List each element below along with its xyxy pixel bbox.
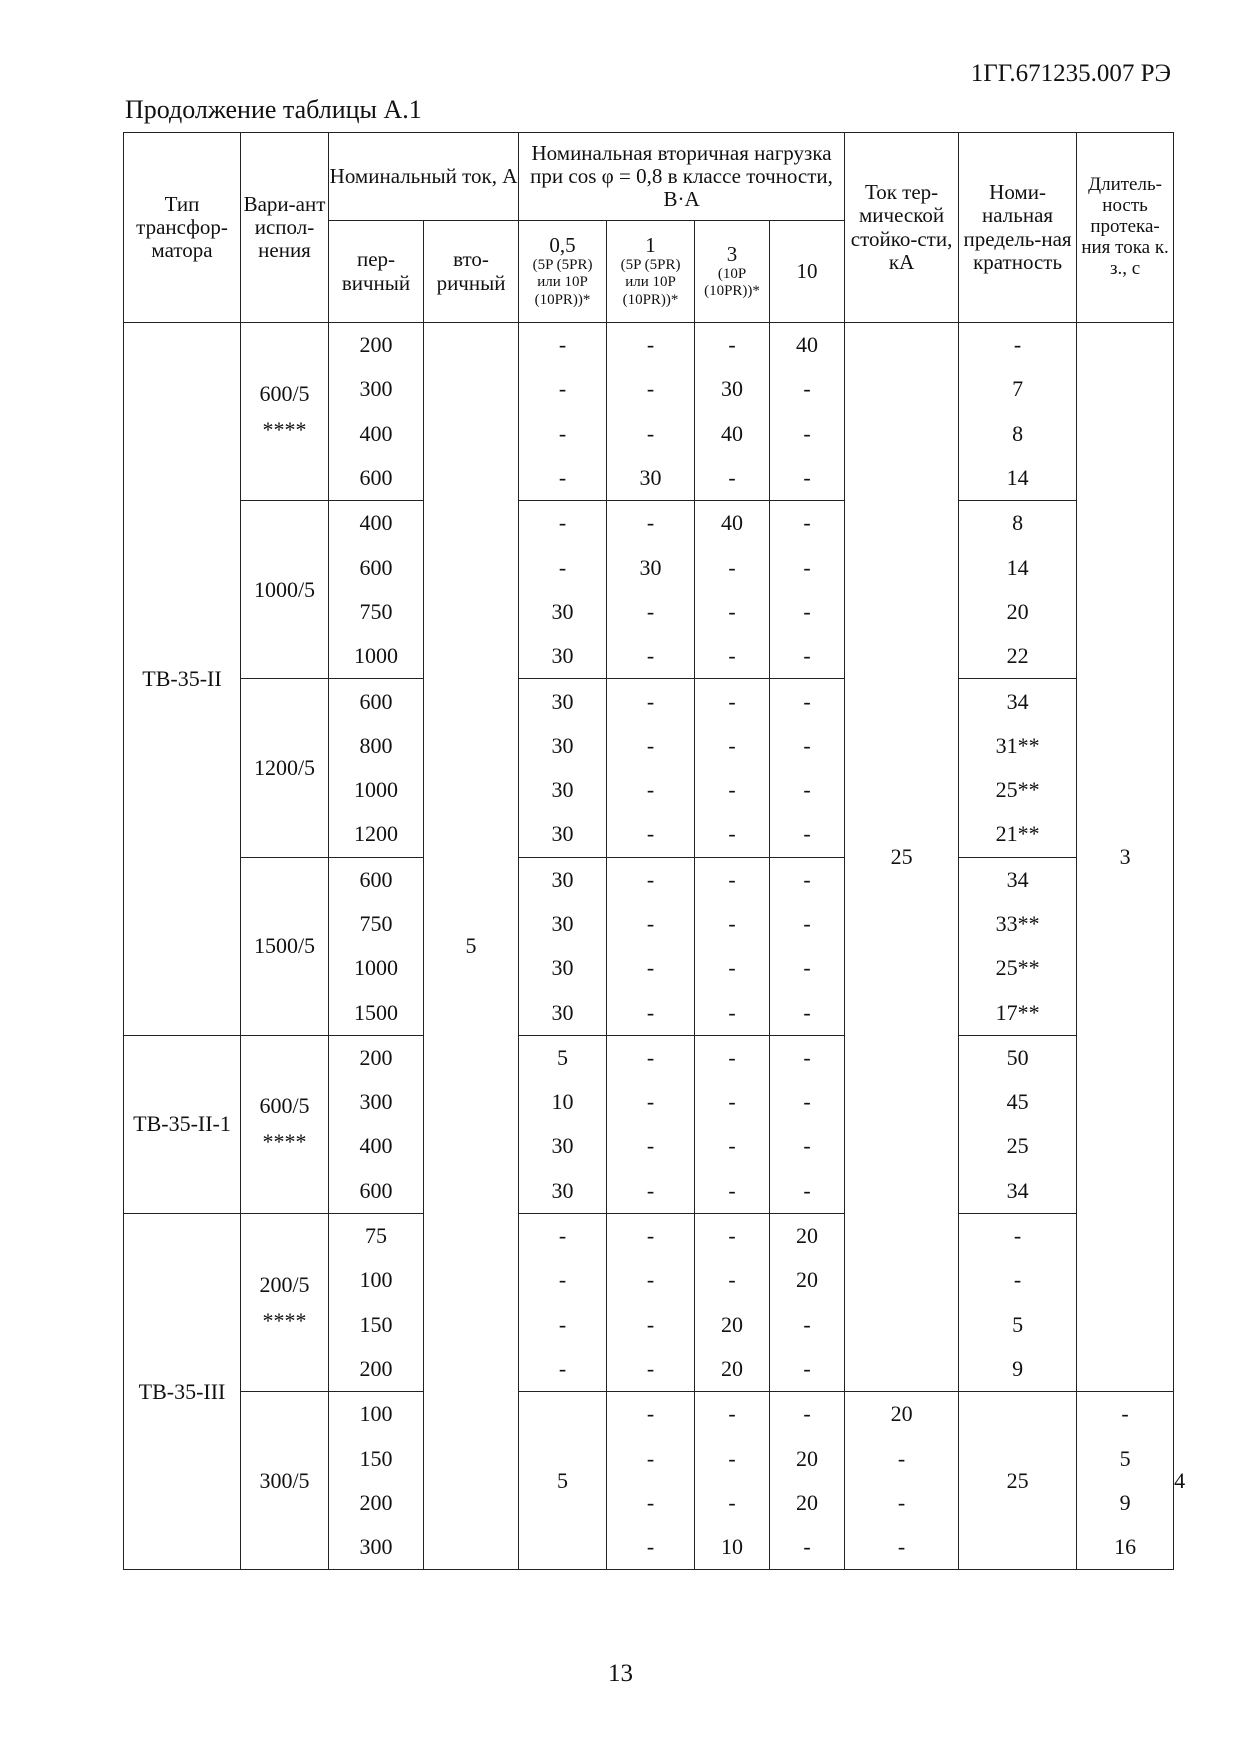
load-3-cell: -	[695, 1124, 770, 1168]
table-body	[124, 323, 1186, 1570]
secondary-current-cell: 5	[519, 1392, 607, 1570]
multiplicity-cell: 25	[959, 1124, 1077, 1168]
load-10-cell: -	[770, 1169, 845, 1214]
load-05-cell: 10	[519, 1080, 607, 1124]
duration-cell: 3	[1077, 323, 1174, 1392]
primary-current-cell: 100	[329, 1258, 424, 1302]
class-3-sub: (10P (10PR))*	[704, 265, 760, 300]
multiplicity-cell: 33**	[959, 902, 1077, 946]
primary-current-cell: 600	[329, 1169, 424, 1214]
type-cell: ТВ-35-III	[124, 1213, 241, 1569]
load-1-cell: -	[607, 679, 695, 724]
load-3-cell: -	[695, 679, 770, 724]
load-05-cell: -	[519, 501, 607, 546]
variant-note: ****	[262, 1129, 307, 1155]
load-1-cell: -	[607, 412, 695, 456]
multiplicity-cell: 20	[959, 590, 1077, 634]
thermal-cell: 25	[845, 323, 959, 1392]
primary-current-cell: 600	[329, 545, 424, 589]
load-10-cell: -	[770, 857, 845, 902]
load-10-cell: -	[770, 634, 845, 679]
load-10-cell: -	[845, 1481, 959, 1525]
load-10-cell: -	[770, 724, 845, 768]
load-10-cell: -	[770, 1347, 845, 1392]
load-1-cell: -	[607, 1124, 695, 1168]
primary-current-cell: 75	[329, 1213, 424, 1258]
table-row	[124, 679, 1174, 724]
primary-current-cell: 150	[329, 1436, 424, 1480]
load-1-cell: -	[607, 990, 695, 1035]
class-1-sub: (5P (5PR) или 10P (10PR))*	[620, 257, 681, 308]
multiplicity-cell: 7	[959, 367, 1077, 411]
load-3-cell: -	[695, 990, 770, 1035]
load-10-cell: -	[770, 990, 845, 1035]
multiplicity-cell: -	[959, 323, 1077, 368]
load-1-cell: 10	[695, 1525, 770, 1570]
load-05-cell: -	[519, 1258, 607, 1302]
load-1-cell: -	[607, 323, 695, 368]
load-10-cell: -	[770, 1080, 845, 1124]
variant-note: ****	[262, 416, 307, 442]
load-3-cell: -	[695, 946, 770, 990]
header-duration: Длитель-ность протека-ния тока к. з., с	[1077, 133, 1174, 323]
load-05-cell: -	[519, 456, 607, 501]
load-10-cell: -	[770, 367, 845, 411]
class-05-sub: (5P (5PR) или 10P (10PR))*	[532, 257, 593, 308]
type-cell: ТВ-35-II-1	[124, 1035, 241, 1213]
load-05-cell: -	[607, 1436, 695, 1480]
load-10-cell: -	[770, 1035, 845, 1080]
load-10-cell: -	[770, 412, 845, 456]
load-05-cell: -	[519, 1303, 607, 1347]
variant-label: 600/5	[259, 380, 310, 406]
primary-current-cell: 300	[329, 367, 424, 411]
multiplicity-cell: 22	[959, 634, 1077, 679]
variant-label: 300/5	[259, 1467, 310, 1493]
load-3-cell: -	[695, 812, 770, 857]
load-10-cell: 40	[770, 323, 845, 368]
load-1-cell: -	[607, 724, 695, 768]
load-1-cell: -	[607, 946, 695, 990]
load-1-cell: -	[607, 857, 695, 902]
load-1-cell: -	[607, 902, 695, 946]
load-05-cell: 30	[519, 902, 607, 946]
load-10-cell: -	[770, 545, 845, 589]
primary-current-cell: 150	[329, 1303, 424, 1347]
load-10-cell: 20	[845, 1392, 959, 1437]
load-10-cell: -	[770, 679, 845, 724]
load-10-cell: -	[845, 1525, 959, 1570]
load-1-cell: -	[607, 1213, 695, 1258]
load-3-cell: 20	[695, 1347, 770, 1392]
primary-current-cell: 750	[329, 590, 424, 634]
header-nominal-current: Номинальный ток, А	[329, 133, 519, 221]
load-10-cell: -	[770, 1124, 845, 1168]
primary-current-cell: 600	[329, 857, 424, 902]
load-10-cell: -	[770, 456, 845, 501]
multiplicity-cell: 8	[959, 412, 1077, 456]
load-05-cell: -	[607, 1525, 695, 1570]
load-05-cell: 30	[519, 768, 607, 812]
multiplicity-cell: 34	[959, 679, 1077, 724]
primary-current-cell: 200	[329, 323, 424, 368]
class-05-label: 0,5	[549, 233, 576, 258]
class-3-label: 3	[726, 241, 738, 266]
load-10-cell: -	[770, 590, 845, 634]
load-05-cell: -	[519, 1213, 607, 1258]
load-10-cell: -	[770, 1303, 845, 1347]
load-05-cell: 30	[519, 590, 607, 634]
header-class-10: 10	[770, 221, 845, 323]
multiplicity-cell: 25**	[959, 946, 1077, 990]
primary-current-cell: 300	[329, 1525, 424, 1570]
primary-current-cell: 200	[329, 1347, 424, 1392]
thermal-cell: 25	[959, 1392, 1077, 1570]
load-3-cell: -	[695, 768, 770, 812]
load-1-cell: -	[607, 1035, 695, 1080]
variant-note: ****	[262, 1307, 307, 1333]
load-3-cell: 30	[695, 367, 770, 411]
load-05-cell: 30	[519, 724, 607, 768]
multiplicity-cell: 34	[959, 1169, 1077, 1214]
load-05-cell: -	[519, 323, 607, 368]
header-nominal-load: Номинальная вторичная нагрузка при cos φ = 0,8 в классе точности, В·А	[519, 133, 845, 221]
load-1-cell: -	[695, 1481, 770, 1525]
multiplicity-cell: 25**	[959, 768, 1077, 812]
load-3-cell: -	[695, 902, 770, 946]
multiplicity-cell: -	[1077, 1392, 1174, 1437]
multiplicity-cell: 5	[1077, 1436, 1174, 1480]
load-3-cell: -	[695, 1169, 770, 1214]
load-1-cell: -	[607, 1080, 695, 1124]
primary-current-cell: 600	[329, 679, 424, 724]
primary-current-cell: 750	[329, 902, 424, 946]
header-multiplicity: Номи-нальная предель-ная кратность	[959, 133, 1077, 323]
primary-current-cell: 200	[329, 1035, 424, 1080]
class-1-label: 1	[645, 233, 656, 258]
table-row	[124, 501, 1174, 546]
primary-current-cell: 600	[329, 456, 424, 501]
variant-label: 600/5	[259, 1093, 310, 1119]
variant-label: 200/5	[259, 1271, 310, 1297]
multiplicity-cell: 14	[959, 545, 1077, 589]
table-caption: Продолжение таблицы А.1	[125, 95, 422, 124]
table-row	[124, 1035, 1174, 1080]
multiplicity-cell: -	[959, 1213, 1077, 1258]
header-class-3	[695, 221, 770, 323]
load-05-cell: -	[519, 1347, 607, 1392]
load-3-cell: -	[695, 1035, 770, 1080]
load-10-cell: -	[770, 902, 845, 946]
variant-cell	[241, 1213, 329, 1391]
load-05-cell: -	[519, 412, 607, 456]
page-number: 13	[608, 1660, 633, 1687]
load-3-cell: -	[770, 1525, 845, 1570]
table-row	[124, 857, 1174, 902]
load-1-cell: -	[607, 1303, 695, 1347]
multiplicity-cell: 8	[959, 501, 1077, 546]
table-row	[124, 1213, 1174, 1258]
load-3-cell: -	[695, 1080, 770, 1124]
load-10-cell: 20	[770, 1258, 845, 1302]
multiplicity-cell: 45	[959, 1080, 1077, 1124]
load-05-cell: -	[607, 1392, 695, 1437]
primary-current-cell: 1000	[329, 634, 424, 679]
type-cell: ТВ-35-II	[124, 323, 241, 1036]
multiplicity-cell: 9	[959, 1347, 1077, 1392]
primary-current-cell: 200	[329, 1481, 424, 1525]
multiplicity-cell: -	[959, 1258, 1077, 1302]
load-1-cell: 30	[607, 545, 695, 589]
load-05-cell: 30	[519, 634, 607, 679]
header-variant: Вари-ант испол-нения	[241, 133, 329, 323]
load-1-cell: -	[695, 1392, 770, 1437]
load-05-cell: -	[519, 367, 607, 411]
secondary-current-cell: 5	[424, 323, 519, 1570]
variant-label: 1200/5	[253, 754, 316, 780]
header-thermal: Ток тер-мической стойко-сти, кА	[845, 133, 959, 323]
table-row: 300/5 100 5 - - - 20 25 - 4	[124, 1392, 1174, 1437]
load-3-cell: -	[770, 1392, 845, 1437]
header-class-1	[607, 221, 695, 323]
primary-current-cell: 1000	[329, 946, 424, 990]
load-1-cell: -	[607, 634, 695, 679]
primary-current-cell: 1500	[329, 990, 424, 1035]
header-class-05	[519, 221, 607, 323]
primary-current-cell: 400	[329, 412, 424, 456]
load-1-cell: -	[607, 812, 695, 857]
primary-current-cell: 400	[329, 1124, 424, 1168]
load-10-cell: -	[770, 768, 845, 812]
variant-cell	[241, 1392, 329, 1570]
multiplicity-cell: 50	[959, 1035, 1077, 1080]
multiplicity-cell: 5	[959, 1303, 1077, 1347]
load-05-cell: 30	[519, 679, 607, 724]
load-1-cell: -	[607, 1169, 695, 1214]
specs-table	[123, 132, 1186, 1570]
primary-current-cell: 1200	[329, 812, 424, 857]
load-3-cell: 40	[695, 501, 770, 546]
load-3-cell: 20	[770, 1436, 845, 1480]
multiplicity-cell: 34	[959, 857, 1077, 902]
load-10-cell: -	[770, 812, 845, 857]
primary-current-cell: 300	[329, 1080, 424, 1124]
multiplicity-cell: 17**	[959, 990, 1077, 1035]
multiplicity-cell: 14	[959, 456, 1077, 501]
variant-cell	[241, 501, 329, 679]
load-10-cell: 20	[770, 1213, 845, 1258]
load-10-cell: -	[770, 946, 845, 990]
multiplicity-cell: 21**	[959, 812, 1077, 857]
load-3-cell: -	[695, 634, 770, 679]
primary-current-cell: 100	[329, 1392, 424, 1437]
variant-label: 1500/5	[253, 933, 316, 959]
multiplicity-cell: 16	[1077, 1525, 1174, 1570]
load-3-cell: -	[695, 857, 770, 902]
primary-current-cell: 800	[329, 724, 424, 768]
document-number: 1ГГ.671235.007 РЭ	[970, 60, 1171, 87]
load-3-cell: -	[695, 545, 770, 589]
load-1-cell: -	[607, 768, 695, 812]
load-05-cell: 30	[519, 812, 607, 857]
multiplicity-cell: 9	[1077, 1481, 1174, 1525]
load-3-cell: 20	[695, 1303, 770, 1347]
load-10-cell: -	[770, 501, 845, 546]
load-05-cell: 30	[519, 946, 607, 990]
primary-current-cell: 1000	[329, 768, 424, 812]
load-3-cell: -	[695, 724, 770, 768]
load-10-cell: -	[845, 1436, 959, 1480]
variant-cell	[241, 1035, 329, 1213]
load-1-cell: -	[607, 590, 695, 634]
load-05-cell: -	[607, 1481, 695, 1525]
load-1-cell: -	[607, 1347, 695, 1392]
header-secondary: вто-ричный	[424, 221, 519, 323]
load-05-cell: 30	[519, 990, 607, 1035]
variant-cell	[241, 323, 329, 501]
load-3-cell: -	[695, 1258, 770, 1302]
primary-current-cell: 400	[329, 501, 424, 546]
load-3-cell: -	[695, 456, 770, 501]
load-3-cell: -	[695, 1213, 770, 1258]
load-3-cell: -	[695, 323, 770, 368]
table-row	[124, 323, 1174, 368]
load-1-cell: -	[607, 501, 695, 546]
load-05-cell: -	[519, 545, 607, 589]
header-primary: пер-вичный	[329, 221, 424, 323]
load-05-cell: 30	[519, 1124, 607, 1168]
load-3-cell: -	[695, 590, 770, 634]
variant-cell	[241, 857, 329, 1035]
load-1-cell: -	[695, 1436, 770, 1480]
load-05-cell: 5	[519, 1035, 607, 1080]
load-05-cell: 30	[519, 857, 607, 902]
load-3-cell: 20	[770, 1481, 845, 1525]
load-05-cell: 30	[519, 1169, 607, 1214]
load-3-cell: 40	[695, 412, 770, 456]
multiplicity-cell: 31**	[959, 724, 1077, 768]
load-1-cell: -	[607, 367, 695, 411]
variant-label: 1000/5	[253, 576, 316, 602]
variant-cell	[241, 679, 329, 857]
load-1-cell: 30	[607, 456, 695, 501]
load-1-cell: -	[607, 1258, 695, 1302]
header-type: Тип трансфор-матора	[124, 133, 241, 323]
